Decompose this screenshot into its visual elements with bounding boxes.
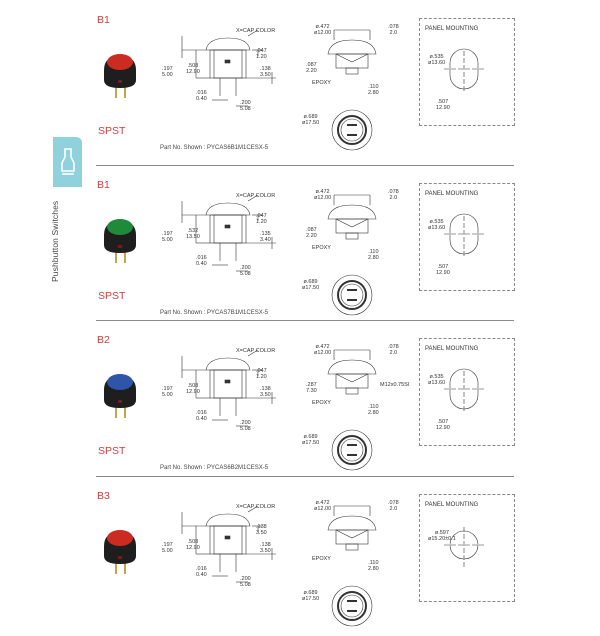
panel-mounting-title: PANEL MOUNTING [425,191,479,197]
dim-total-height: .197 5.00 [162,66,173,78]
dim-terminal-height: .138 3.50 [260,542,271,554]
bottom-view-drawing [330,428,374,472]
panel-mounting-box [419,18,515,126]
panel-mounting-title: PANEL MOUNTING [425,26,479,32]
panel-mounting-title: PANEL MOUNTING [425,346,479,352]
part-number: Part No. Shown : PYCAS6B2M1CESX-5 [160,465,269,471]
dim-cap-height: .047 1.20 [256,48,267,60]
bottom-view-drawing [330,584,374,628]
dim-terminal-width: .016 0.40 [196,255,207,267]
dim-hole-diameter: ø.535 ø13.60 [428,219,446,231]
section-divider [96,320,514,321]
dim-cap-diameter: ø.472 ø12.00 [314,189,332,201]
dim-cap-diameter: ø.472 ø12.00 [314,344,332,356]
dim-terminal-width: .016 0.40 [196,410,207,422]
dim-cap-thickness: .078 2.0 [388,24,399,36]
dim-terminal: .110 2.80 [368,84,379,96]
dim-body-height: .508 12.90 [186,539,200,551]
part-number: Part No. Shown : PYCAS6B1M1CESX-5 [160,145,269,151]
dim-terminal: .110 2.80 [368,404,379,416]
dim-cap-height: .047 1.20 [256,213,267,225]
dim-total-height: .197 5.00 [162,386,173,398]
panel-mounting-box [419,183,515,291]
dim-total-height: .197 5.00 [162,231,173,243]
product-photo [98,524,142,580]
dim-bottom-diameter: ø.689 ø17.50 [302,590,320,602]
product-photo [98,368,142,424]
panel-mounting-box [419,494,515,602]
dim-cap-height: .138 3.50 [256,524,267,536]
dim-hole-diameter: ø.597 ø15.20±0.1 [428,530,456,542]
model-title: B3 [97,490,110,502]
dim-hole-diameter: ø.535 ø13.60 [428,374,446,386]
product-photo [98,213,142,269]
dim-bottom-diameter: ø.689 ø17.50 [302,114,320,126]
dim-terminal-height: .138 3.50 [260,66,271,78]
product-section [0,476,600,636]
panel-mounting-title: PANEL MOUNTING [425,502,479,508]
model-title: B1 [97,179,110,191]
dim-pin-pitch: .200 5.08 [240,265,251,277]
dim-flange: .087 2.20 [306,227,317,239]
product-section [0,0,600,160]
cap-color-note: X=CAP COLOR [236,504,276,510]
dim-cap-thickness: .078 2.0 [388,500,399,512]
panel-mounting-box [419,338,515,446]
dim-flange: .287 7.30 [306,382,317,394]
category-label: Pushbutton Switches [50,200,60,282]
switch-type: SPST [98,445,126,457]
model-title: B1 [97,14,110,26]
cap-color-note: X=CAP COLOR [236,348,276,354]
product-photo [98,48,142,104]
dim-pin-pitch: .200 5.08 [240,576,251,588]
product-section [0,165,600,325]
dim-terminal-height: .135 3.40 [260,231,271,243]
dim-cap-diameter: ø.472 ø12.00 [314,24,332,36]
dim-pin-pitch: .200 5.08 [240,420,251,432]
bottom-view-drawing [330,273,374,317]
switch-type: SPST [98,125,126,137]
bottom-view-drawing [330,108,374,152]
part-number: Part No. Shown : PYCAS7B1M1CESX-5 [160,310,269,316]
dim-body-height: .508 12.90 [186,383,200,395]
dim-cap-diameter: ø.472 ø12.00 [314,500,332,512]
dim-hole-diameter: ø.535 ø13.60 [428,54,446,66]
dim-total-height: .197 5.00 [162,542,173,554]
dim-pin-pitch: .200 5.08 [240,100,251,112]
dim-flat: .507 12.90 [436,264,450,276]
epoxy-label: EPOXY [312,400,331,406]
dim-cap-thickness: .078 2.0 [388,189,399,201]
dim-cap-thickness: .078 2.0 [388,344,399,356]
dim-flange: .087 2.20 [306,62,317,74]
product-section [0,320,600,480]
dim-terminal-width: .016 0.40 [196,566,207,578]
cap-color-note: X=CAP COLOR [236,28,276,34]
dim-bottom-diameter: ø.689 ø17.50 [302,434,320,446]
dim-bottom-diameter: ø.689 ø17.50 [302,279,320,291]
section-divider [96,476,514,477]
dim-flat: .507 12.90 [436,99,450,111]
cap-color-note: X=CAP COLOR [236,193,276,199]
model-title: B2 [97,334,110,346]
epoxy-label: EPOXY [312,245,331,251]
dim-cap-height: .047 1.20 [256,368,267,380]
thread-note: M12x0.75Sl [380,382,410,388]
switch-type: SPST [98,290,126,302]
dim-terminal: .110 2.80 [368,560,379,572]
section-divider [96,165,514,166]
epoxy-label: EPOXY [312,556,331,562]
dim-body-height: .508 12.90 [186,63,200,75]
dim-body-height: .532 13.50 [186,228,200,240]
dim-terminal: .110 2.80 [368,249,379,261]
dim-flat: .507 12.90 [436,419,450,431]
epoxy-label: EPOXY [312,80,331,86]
dim-terminal-height: .138 3.50 [260,386,271,398]
dim-terminal-width: .016 0.40 [196,90,207,102]
